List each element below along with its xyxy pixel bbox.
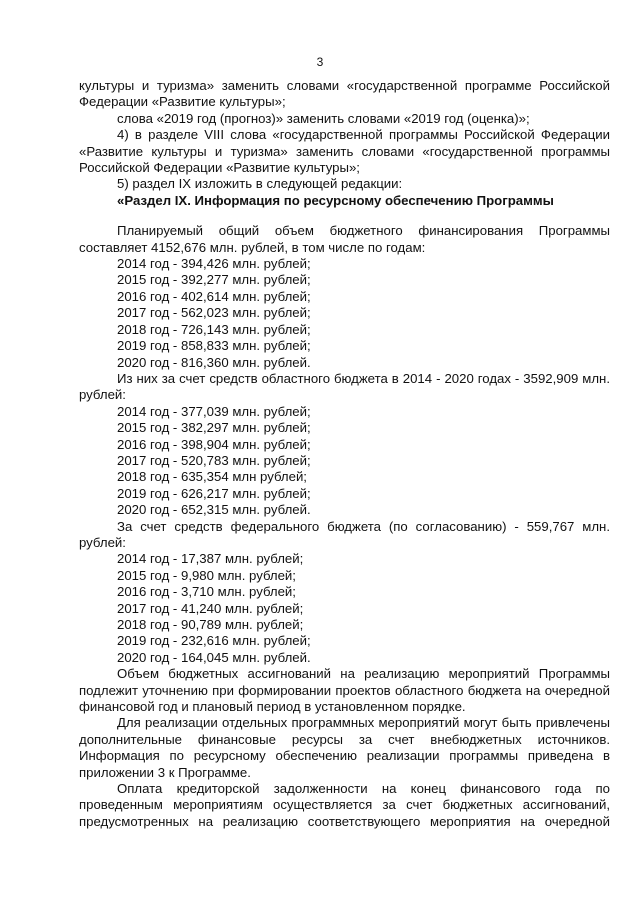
list-item: 2015 год - 392,277 млн. рублей; [117, 272, 311, 288]
paragraph-payables: Оплата кредиторской задолженности на конец финансового года по проведенным мероприятиям осуществляется за счет бюджетных ассигнований, предусмотренных на реализацию соответствующего мероприятия на очередной [79, 781, 610, 829]
total-by-year-list [79, 256, 610, 371]
paragraph-regional-intro: Из них за счет средств областного бюджета в 2014 - 2020 годах - 3592,909 млн. рублей: [79, 370, 610, 403]
paragraph-federal-intro: За счет средств федерального бюджета (по согласованию) - 559,767 млн. рублей: [79, 518, 610, 550]
list-item: 2016 год - 3,710 млн. рублей; [117, 584, 296, 600]
list-item: 2015 год - 382,297 млн. рублей; [117, 420, 311, 436]
list-item: 2015 год - 9,980 млн. рублей; [117, 567, 296, 583]
list-item: 2020 год - 164,045 млн. рублей. [117, 649, 311, 665]
paragraph-amendment-1: культуры и туризма» заменить словами «государственной программе Российской Федерации «Развитие культуры»; [79, 78, 610, 110]
paragraph-extrabudgetary: Для реализации отдельных программных мероприятий могут быть привлечены дополнительные финансовые ресурсы за счет внебюджетных источников. Информация по ресурсному обеспечению реализации программы приведена в приложении 3 к Программе. [79, 715, 610, 780]
list-item: 2020 год - 652,315 млн. рублей. [117, 502, 311, 518]
list-item: 2019 год - 232,616 млн. рублей; [117, 633, 311, 649]
paragraph-total-intro: Планируемый общий объем бюджетного финансирования Программы составляет 4152,676 млн. рублей, в том числе по годам: [79, 223, 610, 255]
list-item: 2018 год - 90,789 млн. рублей; [117, 617, 304, 632]
list-item: 2017 год - 41,240 млн. рублей; [117, 600, 304, 616]
list-item: 2016 год - 402,614 млн. рублей; [117, 288, 311, 304]
paragraph-amendment-4: 5) раздел IX изложить в следующей редакции: [117, 176, 403, 192]
list-item: 2017 год - 520,783 млн. рублей; [117, 452, 311, 468]
page-number: 3 [316, 55, 324, 69]
list-item: 2014 год - 377,039 млн. рублей; [117, 403, 311, 419]
list-item: 2019 год - 626,217 млн. рублей; [117, 485, 311, 501]
paragraph-budget-adjustment: Объем бюджетных ассигнований на реализацию мероприятий Программы подлежит уточнению при формировании проектов областного бюджета на очередной финансовой год и плановый период в установленном порядке. [79, 666, 610, 715]
list-item: 2017 год - 562,023 млн. рублей; [117, 305, 311, 321]
paragraph-amendment-3: 4) в разделе VIII слова «государственной программы Российской Федерации «Развитие культуры и туризма» заменить словами «государственной программы Российской Федерации «Развитие культуры»; [79, 127, 610, 176]
list-item: 2014 год - 394,426 млн. рублей; [117, 256, 311, 272]
list-item: 2016 год - 398,904 млн. рублей; [117, 436, 311, 452]
list-item: 2014 год - 17,387 млн. рублей; [117, 551, 304, 567]
paragraph-amendment-2: слова «2019 год (прогноз)» заменить словами «2019 год (оценка)»; [117, 110, 530, 126]
list-item: 2018 год - 726,143 млн. рублей; [117, 321, 311, 337]
section-heading: «Раздел IX. Информация по ресурсному обеспечению Программы [117, 192, 554, 208]
document-body [79, 78, 610, 830]
federal-by-year-list [79, 551, 610, 666]
list-item: 2019 год - 858,833 млн. рублей; [117, 338, 311, 354]
list-item: 2018 год - 635,354 млн рублей; [117, 469, 307, 485]
list-item: 2020 год - 816,360 млн. рублей. [117, 354, 311, 370]
regional-by-year-list [79, 404, 610, 519]
